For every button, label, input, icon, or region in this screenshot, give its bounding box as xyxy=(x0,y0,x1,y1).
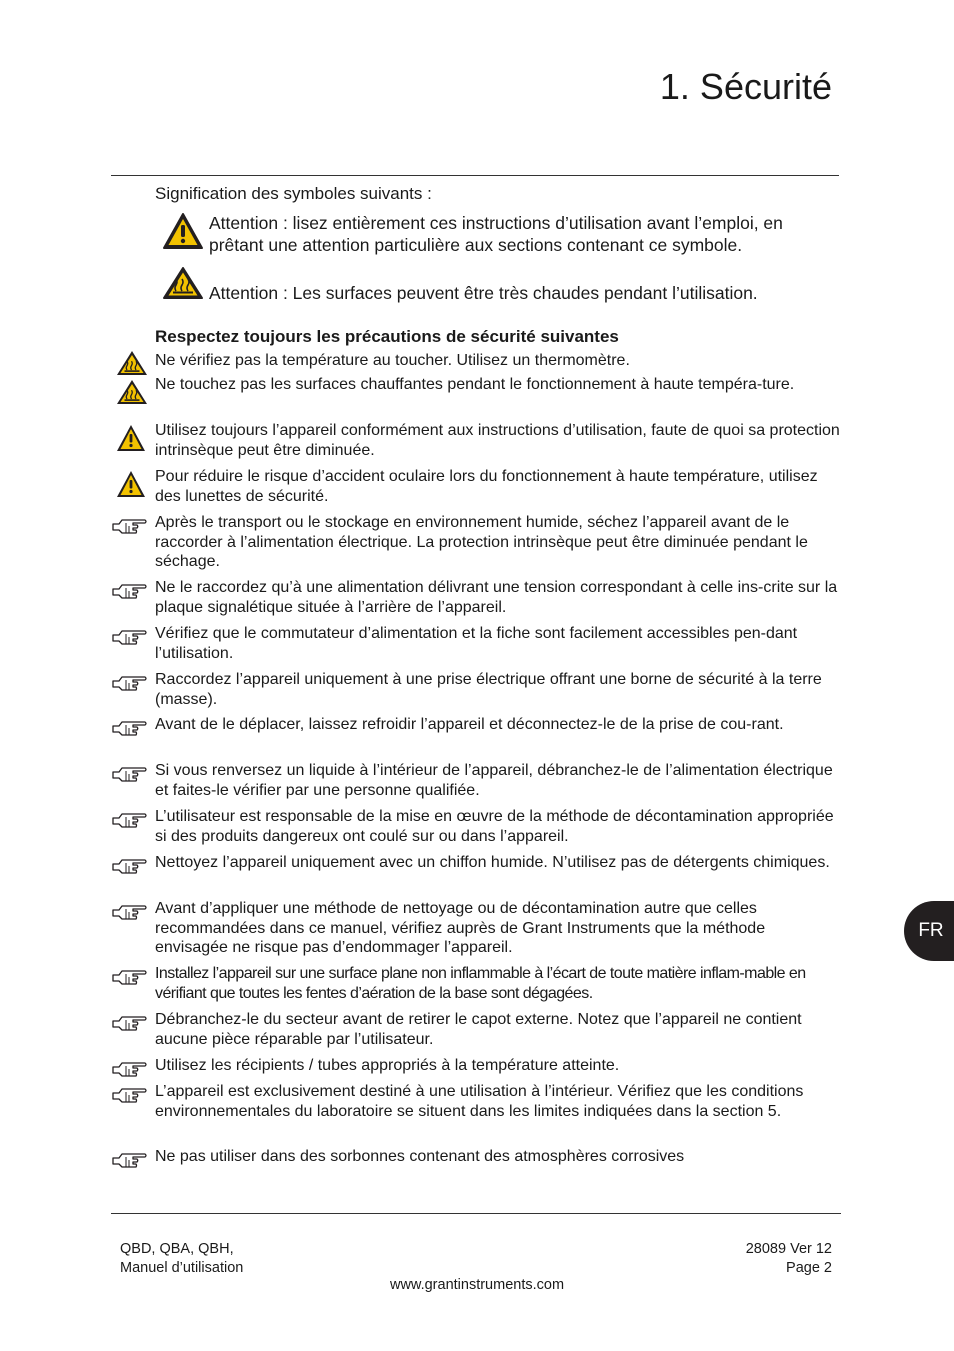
list-item xyxy=(110,513,840,578)
list-item xyxy=(110,807,840,853)
list-item-text: Pour réduire le risque d’accident oculaire lors du fonctionnement à haute température, utilisez des lunettes de sécurité. xyxy=(155,468,818,505)
pointing-hand-icon xyxy=(110,715,155,761)
list-item xyxy=(110,1056,840,1082)
pointing-hand-icon xyxy=(110,513,155,578)
symbol-legend-hot-surface-text: Attention : Les surfaces peuvent être très chaudes pendant l’utilisation. xyxy=(209,283,758,303)
hot-surface-icon xyxy=(162,266,204,305)
list-item-text: Avant d’appliquer une méthode de nettoyage ou de décontamination autre que celles recommandées dans ce manuel, vérifiez auprès de Grant Instruments que la méthode envisagée ne risque pas d’endommager l’appareil. xyxy=(155,900,766,956)
list-item xyxy=(110,1010,840,1056)
list-item-text: Vérifiez que le commutateur d’alimentation et la fiche sont facilement accessibles pen-dant l’utilisation. xyxy=(155,625,798,662)
footer-manual: Manuel d’utilisation xyxy=(120,1260,244,1276)
symbol-legend-hot-surface xyxy=(162,266,839,305)
header-divider xyxy=(111,175,839,176)
pointing-hand-icon xyxy=(110,624,155,670)
list-item xyxy=(110,715,840,761)
list-item xyxy=(110,761,840,807)
list-item-text: Avant de le déplacer, laissez refroidir l’appareil et déconnectez-le de la prise de cou-rant. xyxy=(155,716,784,733)
precautions-heading: Respectez toujours les précautions de sécurité suivantes xyxy=(155,327,619,346)
list-item xyxy=(110,1082,840,1147)
warning-icon xyxy=(110,467,155,513)
pointing-hand-icon xyxy=(110,1082,155,1147)
pointing-hand-icon xyxy=(110,964,155,1010)
footer-page-number: Page 2 xyxy=(786,1260,832,1276)
list-item-text: Raccordez l’appareil uniquement à une prise électrique offrant une borne de sécurité à la terre (masse). xyxy=(155,671,822,708)
symbol-legend-warning-text: Attention : lisez entièrement ces instructions d’utilisation avant l’emploi, en prêtant une attention particulière aux sections contenant ce symbole. xyxy=(209,213,783,255)
list-item-text: L’appareil est exclusivement destiné à une utilisation à l’intérieur. Vérifiez que les conditions environnementales du laboratoire se situent dans les limites indiquées dans la section 5. xyxy=(155,1083,804,1120)
pointing-hand-icon xyxy=(110,761,155,807)
list-item xyxy=(110,853,840,899)
footer-models: QBD, QBA, QBH, xyxy=(120,1241,234,1257)
precautions-list xyxy=(110,351,840,1173)
pointing-hand-icon xyxy=(110,578,155,624)
warning-icon xyxy=(162,212,204,255)
list-item-text: Utilisez les récipients / tubes appropriés à la température atteinte. xyxy=(155,1057,620,1074)
list-item xyxy=(110,964,840,1010)
footer-website: www.grantinstruments.com xyxy=(389,1277,565,1293)
list-item xyxy=(110,899,840,964)
list-item-text: Installez l’appareil sur une surface plane non inflammable à l’écart de toute matière inflam-mable en vérifiant que toutes les fentes d’aération de la base sont dégagées. xyxy=(155,965,806,1002)
pointing-hand-icon xyxy=(110,1010,155,1056)
list-item xyxy=(110,670,840,715)
list-item-text: Si vous renversez un liquide à l’intérieur de l’appareil, débranchez-le de l’alimentation électrique et faites-le vérifier par une personne qualifiée. xyxy=(155,762,833,799)
pointing-hand-icon xyxy=(110,807,155,853)
list-item xyxy=(110,578,840,624)
list-item xyxy=(110,421,840,467)
list-item-text: L’utilisateur est responsable de la mise en œuvre de la méthode de décontamination appropriée si des produits dangereux ont coulé sur ou dans l’appareil. xyxy=(155,808,834,845)
list-item-text: Après le transport ou le stockage en environnement humide, séchez l’appareil avant de le raccorder à l’alimentation électrique. La protection intrinsèque peut être diminuée pendant le séchage. xyxy=(155,514,808,570)
list-item-text: Nettoyez l’appareil uniquement avec un chiffon humide. N’utilisez pas de détergents chimiques. xyxy=(155,854,830,871)
footer-left xyxy=(120,1240,243,1278)
list-item-text: Utilisez toujours l’appareil conformément aux instructions d’utilisation, faute de quoi sa protection intrinsèque peut être diminuée. xyxy=(155,422,840,459)
language-tab: FR xyxy=(904,901,954,961)
list-item-text: Ne pas utiliser dans des sorbonnes contenant des atmosphères corrosives xyxy=(155,1148,685,1165)
list-item-text: Ne touchez pas les surfaces chauffantes pendant le fonctionnement à haute tempéra-ture. xyxy=(155,376,795,393)
footer-divider xyxy=(111,1213,841,1214)
list-item xyxy=(110,351,840,375)
pointing-hand-icon xyxy=(110,1147,155,1173)
list-item xyxy=(110,624,840,670)
symbols-intro: Signification des symboles suivants : xyxy=(155,184,432,203)
pointing-hand-icon xyxy=(110,1056,155,1082)
symbol-legend-warning xyxy=(162,212,839,256)
footer-doc-version: 28089 Ver 12 xyxy=(745,1241,832,1257)
pointing-hand-icon xyxy=(110,853,155,899)
list-item xyxy=(110,467,840,513)
hot-surface-icon xyxy=(110,351,155,375)
list-item xyxy=(110,375,840,421)
warning-icon xyxy=(110,421,155,467)
list-item xyxy=(110,1147,840,1173)
list-item-text: Débranchez-le du secteur avant de retirer le capot externe. Notez que l’appareil ne contient aucune pièce réparable par l’utilisateur. xyxy=(155,1011,802,1048)
hot-surface-icon xyxy=(110,375,155,421)
pointing-hand-icon xyxy=(110,670,155,715)
list-item-text: Ne vérifiez pas la température au toucher. Utilisez un thermomètre. xyxy=(155,352,630,369)
page-title: 1. Sécurité xyxy=(659,66,832,107)
footer-right xyxy=(746,1240,832,1278)
list-item-text: Ne le raccordez qu’à une alimentation délivrant une tension correspondant à celle ins-crite sur la plaque signalétique située à l’arrière de l’appareil. xyxy=(155,579,838,616)
pointing-hand-icon xyxy=(110,899,155,964)
